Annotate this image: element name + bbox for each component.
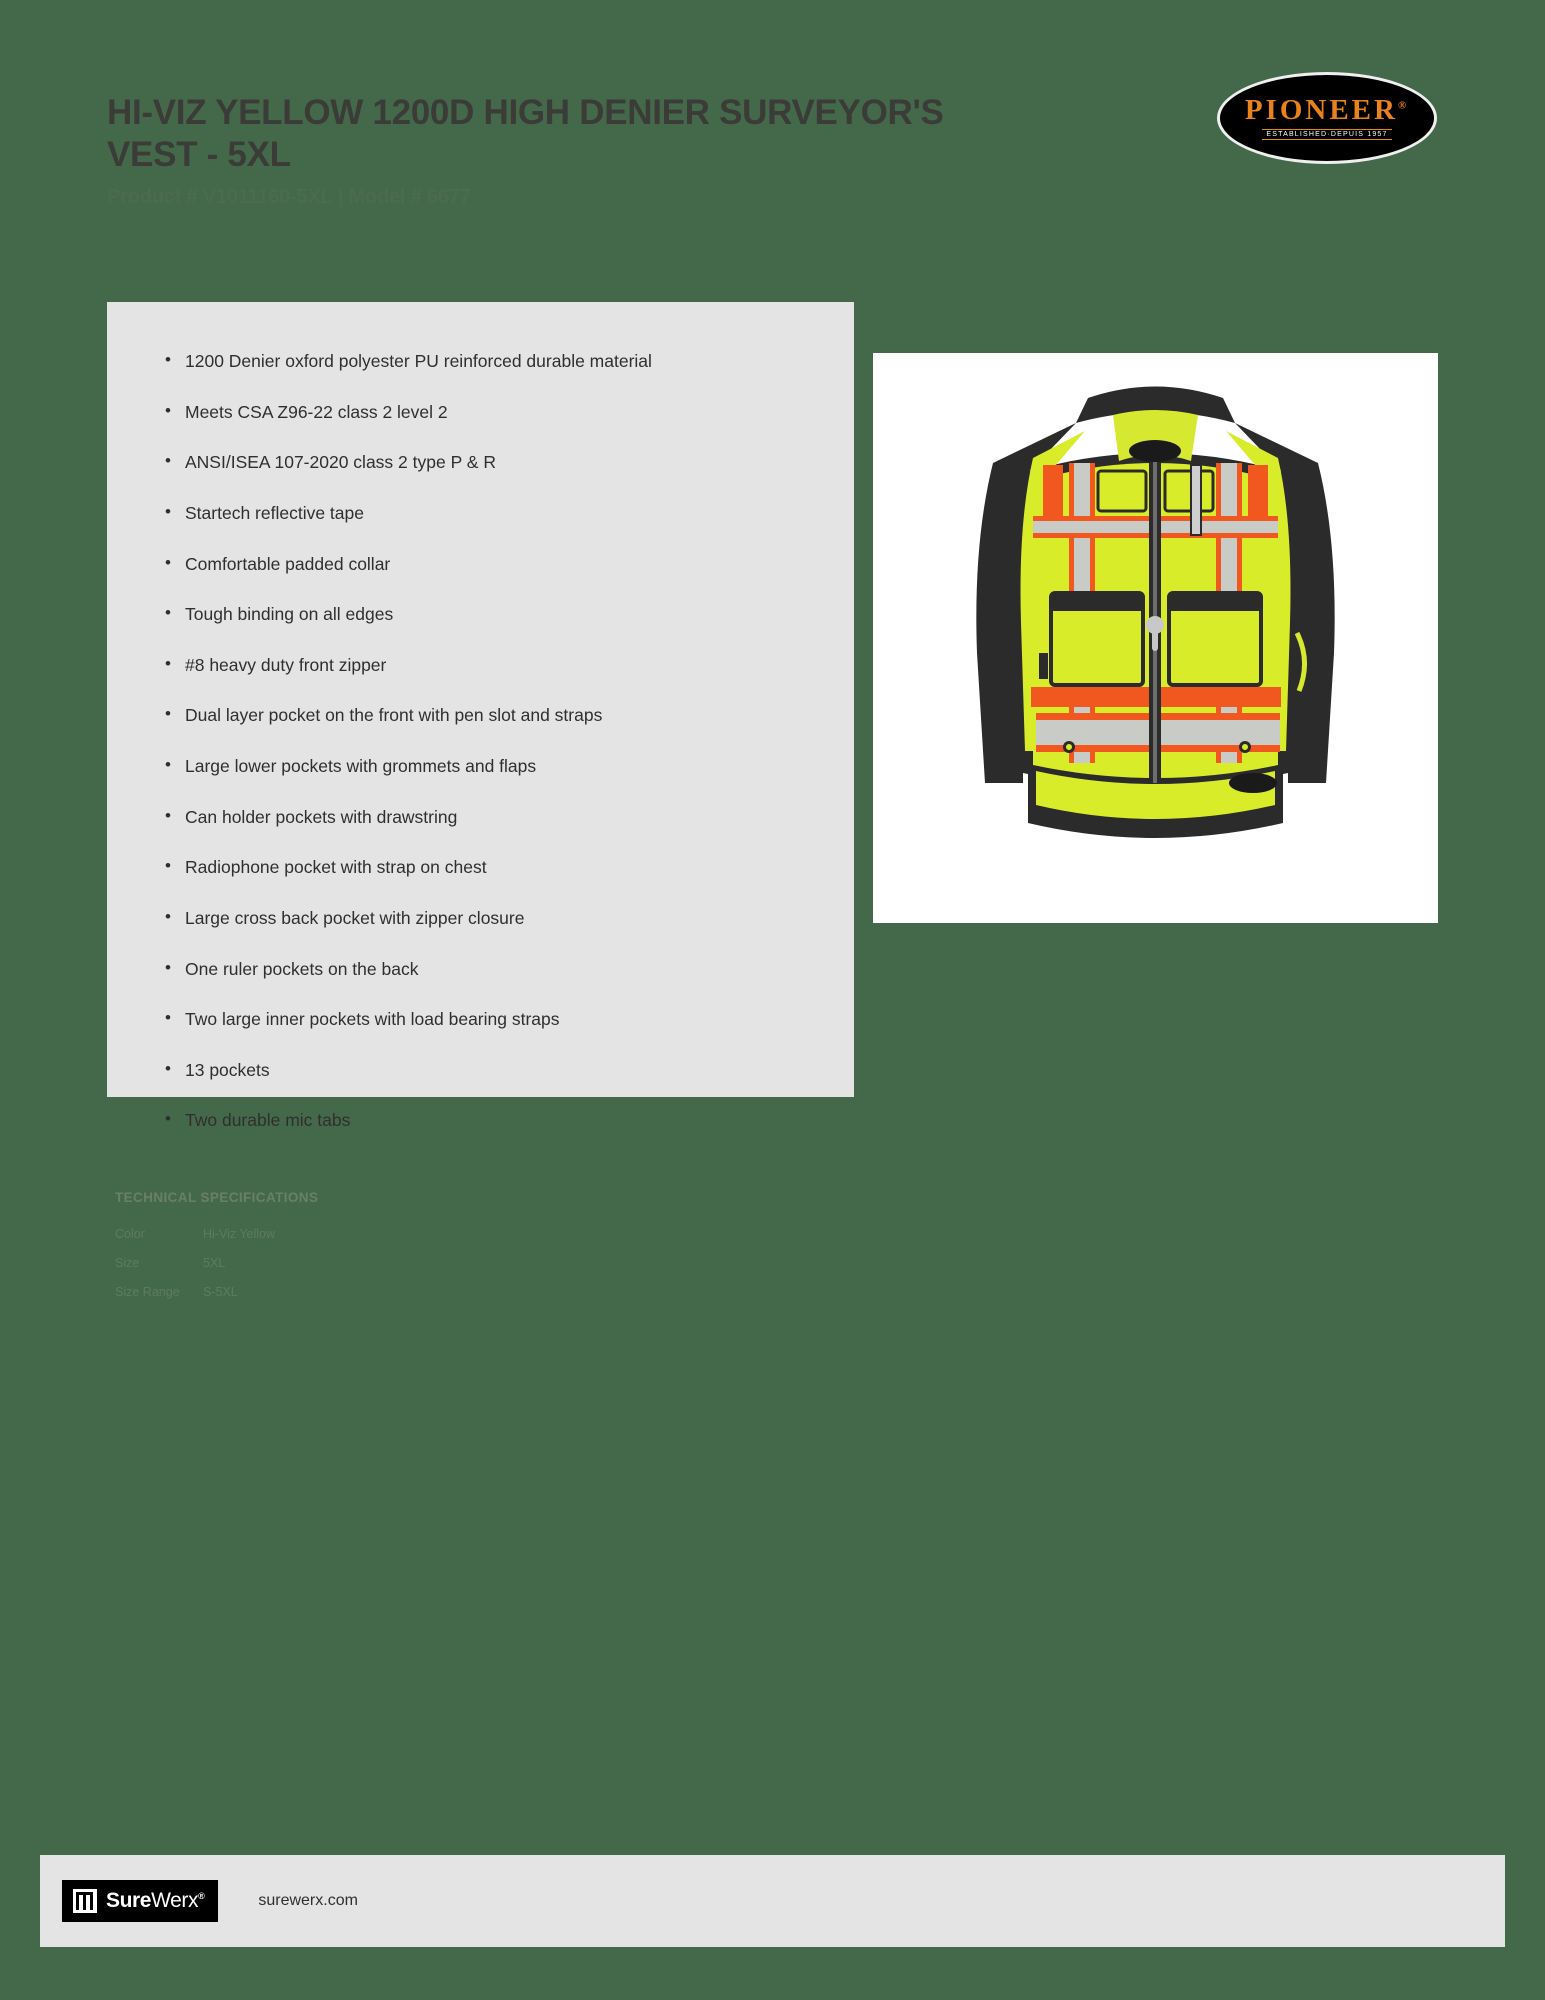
list-item: • Radiophone pocket with strap on chest xyxy=(165,856,814,880)
list-item: • Tough binding on all edges xyxy=(165,603,814,627)
list-item: • Startech reflective tape xyxy=(165,502,814,526)
spec-value: S-5XL xyxy=(203,1284,238,1299)
spec-label: Color xyxy=(115,1227,145,1241)
registered-mark-icon: ® xyxy=(198,1891,205,1901)
footer-url[interactable]: surewerx.com xyxy=(258,1892,358,1909)
list-item: • #8 heavy duty front zipper xyxy=(165,654,814,678)
list-item: • Two durable mic tabs xyxy=(165,1109,814,1133)
list-item: • Dual layer pocket on the front with pen slot and straps xyxy=(165,704,814,728)
table-row xyxy=(115,1227,515,1242)
table-row xyxy=(115,1285,515,1300)
surewerx-logo xyxy=(62,1880,218,1922)
surewerx-logo-sure: Sure xyxy=(106,1889,152,1912)
list-item: • Large cross back pocket with zipper closure xyxy=(165,907,814,931)
pioneer-logo-tagline: ESTABLISHED·DEPUIS 1957 xyxy=(1262,129,1391,140)
pioneer-logo xyxy=(1217,72,1437,164)
pioneer-logo-oval xyxy=(1217,72,1437,164)
surewerx-logo-text xyxy=(106,1889,204,1913)
list-item: • Can holder pockets with drawstring xyxy=(165,806,814,830)
spec-value: 5XL xyxy=(203,1255,226,1270)
page-title: HI-VIZ YELLOW 1200D HIGH DENIER SURVEYOR'S VEST - 5XL xyxy=(107,93,944,174)
features-panel xyxy=(107,302,854,1131)
list-item: • Comfortable padded collar xyxy=(165,553,814,577)
list-item: • One ruler pockets on the back xyxy=(165,958,814,982)
list-item: • 1200 Denier oxford polyester PU reinforced durable material xyxy=(165,350,814,374)
spec-label: Size Range xyxy=(115,1284,180,1299)
surewerx-logo-werx: Werx xyxy=(151,1889,199,1912)
pioneer-logo-name: PIONEER xyxy=(1244,94,1398,126)
list-item: • Two large inner pockets with load bearing straps xyxy=(165,1008,814,1032)
page-footer xyxy=(40,1855,1505,1947)
vest-illustration xyxy=(873,353,1438,923)
tech-spec-title: TECHNICAL SPECIFICATIONS xyxy=(115,1190,319,1205)
list-item: • ANSI/ISEA 107-2020 class 2 type P & R xyxy=(165,451,814,475)
features-list xyxy=(107,302,854,1133)
list-item: • Large lower pockets with grommets and flaps xyxy=(165,755,814,779)
surewerx-mark-icon xyxy=(72,1888,98,1914)
registered-mark-icon: ® xyxy=(1397,99,1410,112)
product-model-line: Product # V1011160-5XL | Model # 6677 xyxy=(107,186,471,208)
spec-label: Size xyxy=(115,1255,140,1270)
product-image xyxy=(873,353,1438,923)
list-item: • 13 pockets xyxy=(165,1059,814,1083)
list-item: • Meets CSA Z96-22 class 2 level 2 xyxy=(165,401,814,425)
pioneer-logo-text xyxy=(1245,96,1409,125)
technical-specifications xyxy=(115,1190,515,1313)
spec-value: Hi-Viz Yellow xyxy=(203,1227,276,1241)
table-row xyxy=(115,1256,515,1271)
